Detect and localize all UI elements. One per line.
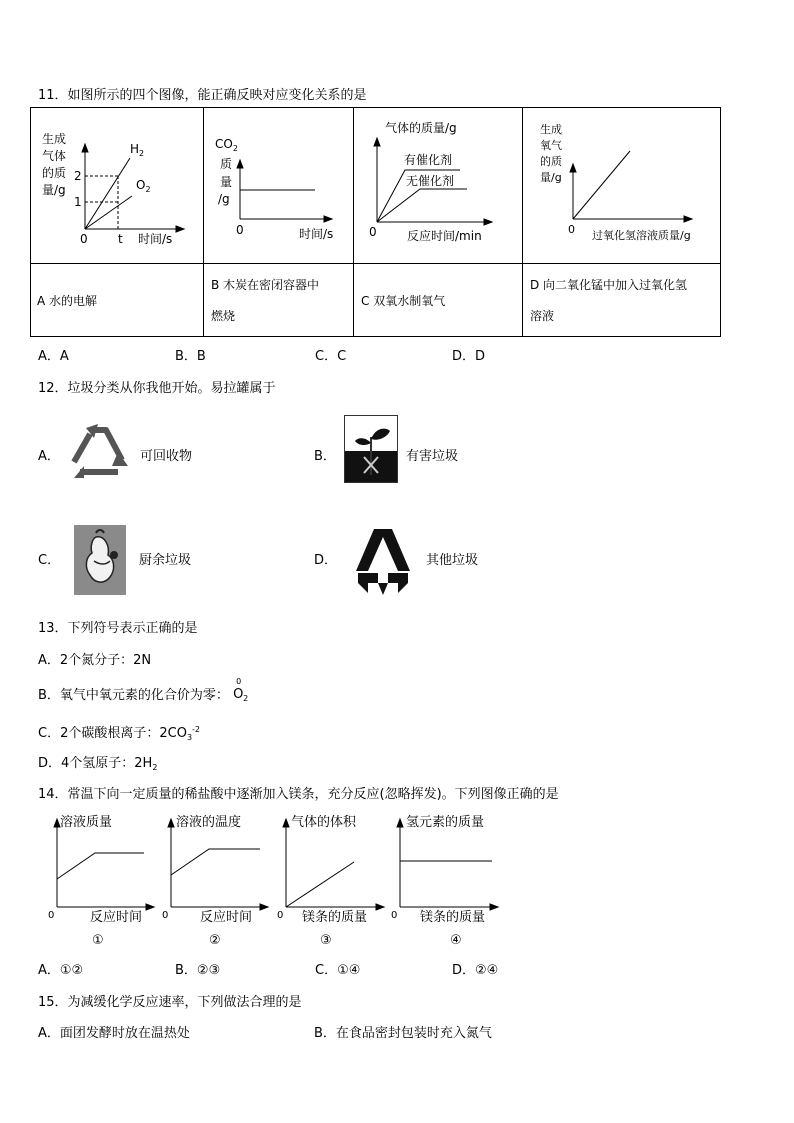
q14-choice-b[interactable]: B．②③	[175, 963, 221, 978]
q11-caption-a: A 水的电解	[37, 294, 98, 308]
q11a-tick-1: 1	[74, 195, 82, 209]
q11-graph-a	[82, 144, 184, 232]
q12-letter-c[interactable]: C．	[38, 553, 61, 568]
q14-g4-ylabel: 氢元素的质量	[406, 815, 485, 830]
q11d-ylabel-4: 量/g	[540, 171, 562, 184]
q14-choice-a[interactable]: A．①②	[38, 963, 84, 978]
q14-g4-xlabel: 镁条的质量	[420, 910, 486, 925]
q11a-ylabel-2: 气体	[42, 149, 67, 163]
q11a-ylabel-3: 的质	[42, 166, 67, 180]
q11d-ylabel-1: 生成	[540, 123, 562, 136]
q12-label-c: 厨余垃圾	[139, 553, 192, 568]
q11b-ylabel-2: 质	[220, 157, 233, 171]
q12-letter-b[interactable]: B．	[314, 449, 336, 464]
q13-option-d[interactable]: D．4个氢原子：$2H_2$	[38, 756, 158, 772]
q11a-ylabel-1: 生成	[42, 132, 67, 146]
q11a-ylabel-4: 量/g	[42, 183, 66, 197]
q12-letter-d[interactable]: D．	[314, 553, 338, 568]
q11-caption-d2: 溶液	[530, 309, 555, 323]
q12-letter-a[interactable]: A．	[38, 449, 60, 464]
q15-option-b[interactable]: B．在食品密封包装时充入氮气	[314, 1026, 492, 1041]
q11b-ylabel-4: /g	[218, 192, 230, 206]
q14-g1-ylabel: 溶液质量	[60, 815, 113, 830]
q11c-ylabel: 气体的质量/g	[385, 121, 457, 135]
q11a-tick-t: t	[118, 232, 123, 246]
q11b-ylabel-3: 量	[220, 175, 233, 189]
q11b-xlabel: 时间/s	[299, 227, 334, 241]
q11b-origin: 0	[236, 223, 244, 237]
q13-option-a[interactable]: A．2个氮分子：2N	[38, 653, 152, 668]
q11a-xlabel: 时间/s	[138, 232, 173, 246]
q11c-label-catalyst: 有催化剂	[404, 153, 453, 167]
q14-g2-xlabel: 反应时间	[200, 910, 253, 925]
q13-stem: 13．下列符号表示正确的是	[38, 621, 198, 636]
q11-choice-d[interactable]: D．D	[452, 349, 486, 364]
q14-g3-origin: 0	[277, 910, 284, 921]
q11-graph-d	[570, 151, 692, 222]
q11d-xlabel: 过氧化氢溶液质量/g	[592, 229, 691, 242]
q13-valence-symbol: 0 O 2	[233, 677, 249, 703]
q11c-origin: 0	[369, 225, 377, 239]
q14-g2-ylabel: 溶液的温度	[176, 815, 242, 830]
q14-g4-origin: 0	[391, 910, 398, 921]
q11c-label-nocatalyst: 无催化剂	[406, 174, 455, 188]
q11a-h2-label: $H_2$	[130, 142, 145, 158]
q11-choice-a[interactable]: A．A	[38, 349, 69, 364]
q11d-origin: 0	[568, 223, 575, 236]
q14-g4-num: ④	[450, 933, 462, 948]
q14-stem: 14．常温下向一定质量的稀盐酸中逐渐加入镁条，充分反应(忽略挥发)。下列图像正确的是	[38, 787, 559, 802]
q11-caption-b2: 燃烧	[211, 309, 236, 323]
q14-choice-c[interactable]: C．①④	[315, 963, 361, 978]
q13-option-b[interactable]	[38, 677, 249, 703]
q11-caption-b1: B 木炭在密闭容器中	[211, 278, 320, 292]
q11-choice-b[interactable]: B．B	[175, 349, 206, 364]
q13-option-b-text: B．氧气中氧元素的化合价为零：	[38, 688, 229, 703]
q12-label-d: 其他垃圾	[426, 553, 479, 568]
q11-caption-d1: D 向二氧化锰中加入过氧化氢	[530, 278, 688, 292]
q11d-ylabel-3: 的质	[540, 155, 562, 168]
q14-g2-num: ②	[209, 933, 221, 948]
q11d-ylabel-2: 氧气	[540, 139, 562, 152]
q13-option-c[interactable]: C．2个碳酸根离子：$2CO_3^{-2}$	[38, 725, 201, 742]
hazardous-waste-icon	[344, 415, 398, 483]
q12-stem: 12．垃圾分类从你我他开始。易拉罐属于	[38, 381, 276, 396]
q14-g1-origin: 0	[48, 910, 55, 921]
q11b-ylabel-1: $CO_2$	[215, 137, 238, 153]
q14-g3-ylabel: 气体的体积	[291, 815, 357, 830]
q15-option-a[interactable]: A．面团发酵时放在温热处	[38, 1026, 190, 1041]
q11a-o2-label: $O_2$	[136, 178, 151, 194]
q11-stem: 11．如图所示的四个图像，能正确反映对应变化关系的是	[38, 88, 367, 103]
q11a-tick-2: 2	[74, 169, 82, 183]
other-waste-icon	[354, 525, 412, 597]
q14-g2-origin: 0	[162, 910, 169, 921]
q14-choice-d[interactable]: D．②④	[452, 963, 499, 978]
q11-choice-c[interactable]: C．C	[315, 349, 347, 364]
q11-graph-b	[237, 160, 332, 222]
q12-label-a: 可回收物	[140, 449, 193, 464]
q12-label-b: 有害垃圾	[406, 449, 459, 464]
q11a-origin: 0	[80, 232, 88, 246]
q14-g1-xlabel: 反应时间	[90, 910, 143, 925]
q15-stem: 15．为减缓化学反应速率，下列做法合理的是	[38, 995, 302, 1010]
recycle-icon	[70, 422, 130, 484]
q11-caption-c: C 双氧水制氧气	[361, 294, 446, 308]
q14-g1-num: ①	[92, 933, 104, 948]
q14-g3-xlabel: 镁条的质量	[302, 910, 368, 925]
q11c-xlabel: 反应时间/min	[407, 229, 482, 243]
q14-graphs	[0, 805, 794, 950]
q14-g3-num: ③	[320, 933, 332, 948]
kitchen-waste-icon	[74, 525, 126, 595]
